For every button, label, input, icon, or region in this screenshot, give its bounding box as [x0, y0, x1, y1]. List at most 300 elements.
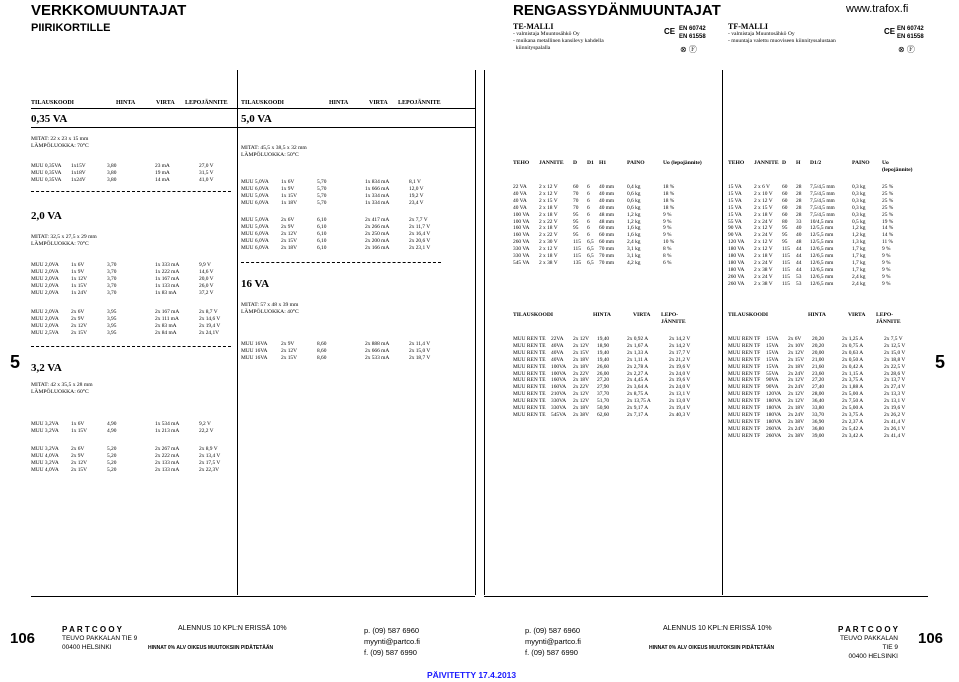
- table-cell: 2x 5,00 A: [842, 391, 864, 398]
- header-cell: HINTA: [593, 312, 611, 318]
- table-cell: 2x 21,2 V: [669, 356, 691, 363]
- table-cell: 2x 3,75 A: [842, 377, 864, 384]
- table-cell: 9 %: [882, 259, 891, 266]
- table-cell: 28,00: [812, 391, 825, 398]
- table-cell: MUU REN TE: [513, 391, 546, 398]
- table-cell: 6: [587, 225, 590, 232]
- table-cell: 12/5,5 mm: [810, 232, 834, 239]
- table-row: [31, 170, 239, 177]
- site-url[interactable]: www.trafox.fi: [846, 3, 909, 15]
- table-cell: MUU REN TF: [728, 398, 761, 405]
- table-cell: 51,70: [597, 398, 610, 405]
- table-cell: 6,10: [317, 237, 327, 244]
- table-cell: 100 VA: [513, 218, 530, 225]
- temp-class: LÄMPÖLUOKKA: 60°C: [31, 389, 89, 395]
- table-cell: 18 %: [663, 204, 675, 211]
- table-32: [31, 421, 239, 435]
- table-cell: 2x 4,45 A: [627, 377, 649, 384]
- table-cell: 6: [587, 204, 590, 211]
- table-cell: 2x 15V: [281, 354, 298, 361]
- table-row: [241, 224, 449, 231]
- table-cell: 2x 38V: [573, 411, 590, 418]
- table-cell: 40: [796, 232, 802, 239]
- table-cell: 2,4 kg: [627, 239, 641, 246]
- table-cell: 27,40: [812, 384, 825, 391]
- table-cell: 100VA: [551, 370, 567, 377]
- table-cell: 40VA: [551, 342, 564, 349]
- tf-malli-line: - muuntaja valettu muoviseen kiinnityssalustaan: [728, 38, 836, 44]
- table-cell: 2x 15V: [788, 356, 805, 363]
- table-row: [728, 191, 920, 198]
- table-cell: MUU 5,0VA: [241, 223, 269, 230]
- table-cell: 2x 18V: [281, 244, 298, 251]
- table-cell: 260 VA: [728, 273, 745, 280]
- table-header: [728, 160, 920, 174]
- header-cell: JÄNNITE: [754, 160, 779, 166]
- table-cell: 2x 9V: [281, 341, 295, 347]
- table-row: [513, 343, 707, 350]
- table-row: [31, 163, 239, 170]
- table-cell: 2x 18,7 V: [409, 354, 431, 361]
- footer-left: [62, 625, 137, 652]
- table-cell: 19,2 V: [409, 192, 424, 199]
- table-cell: MUU REN TE: [513, 336, 546, 342]
- table-cell: 20,20: [812, 336, 825, 342]
- table-cell: 2x 38V: [788, 432, 805, 439]
- table-cell: MUU 3,2VA: [31, 459, 59, 466]
- table-cell: MUU 2,0VA: [31, 268, 59, 275]
- table-cell: 6: [587, 190, 590, 197]
- table-cell: MUU REN TE: [513, 342, 546, 349]
- table-cell: 2 x 12 V: [539, 184, 558, 190]
- table-cell: 95: [573, 211, 579, 218]
- table-cell: MUU 2,5VA: [31, 329, 59, 336]
- table-cell: 8,60: [317, 341, 327, 347]
- table-header: [728, 312, 916, 326]
- table-cell: MUU 2,0VA: [31, 315, 59, 322]
- table-cell: 2x 13,7 V: [884, 377, 906, 384]
- table-cell: 6,5: [587, 239, 594, 246]
- table-cell: 2x 417 mA: [365, 217, 390, 223]
- table-cell: 60: [782, 211, 788, 218]
- table-row: [728, 267, 920, 274]
- table-row: [513, 260, 705, 267]
- table-cell: 27,90: [597, 384, 610, 391]
- table-cell: 2x 24,0 V: [669, 370, 691, 377]
- table-row: [241, 200, 449, 207]
- table-cell: MUU REN TF: [728, 356, 761, 363]
- te-malli-line: - muikana metallinen kansilevy kahdella: [513, 38, 604, 44]
- tf-order-table: [728, 336, 922, 440]
- table-cell: 2x 533 mA: [365, 354, 390, 361]
- rule: [484, 596, 928, 597]
- table-cell: 2x 0,75 A: [842, 342, 864, 349]
- table-cell: 2x 83 mA: [155, 322, 177, 329]
- table-cell: 40 mm: [599, 190, 615, 197]
- table-cell: 60: [782, 204, 788, 211]
- table-cell: 19,40: [597, 356, 610, 363]
- price-note: HINNAT 0% ALV OIKEUS MUUTOKSIIN PIDÄTETÄÄN: [649, 645, 775, 651]
- table-cell: 6,5: [587, 253, 594, 260]
- table-row: [31, 323, 239, 330]
- table-cell: 115: [782, 266, 790, 273]
- table-row: [31, 316, 239, 323]
- table-cell: 4,2 kg: [627, 259, 641, 266]
- table-cell: 7,5/4,5 mm: [810, 190, 835, 197]
- table-cell: 2x 13,1 V: [884, 398, 906, 405]
- spec-box: [31, 382, 93, 396]
- table-cell: 2x 12V: [281, 230, 298, 237]
- table-cell: 2x 1,11 A: [627, 356, 648, 363]
- page-number: 106: [918, 630, 944, 647]
- safety-icons: ⊗ Ⓕ: [680, 45, 697, 54]
- table-cell: MUU 0,35VA: [31, 163, 62, 169]
- table-row: [31, 453, 239, 460]
- table-cell: 1,6 kg: [627, 225, 641, 232]
- table-row: [728, 246, 920, 253]
- table-cell: 2x 84 mA: [155, 329, 177, 336]
- table-cell: MUU 2,0VA: [31, 275, 59, 282]
- table-row: [728, 350, 922, 357]
- phone: p. (09) 587 6960: [364, 626, 420, 635]
- tf-malli-line: - valmistaja Muuntosähkö Oy: [728, 31, 795, 37]
- table-row: [513, 239, 705, 246]
- table-cell: 2x 23,1 V: [409, 244, 431, 251]
- table-20: [31, 262, 239, 297]
- header-cell: Uo (lepojännite): [882, 160, 913, 173]
- table-cell: 2x 11,7 V: [409, 223, 431, 230]
- header-cell: TILAUSKOODI: [728, 312, 769, 318]
- table-row: [728, 281, 920, 288]
- tf-malli-title: TF-MALLI: [728, 22, 768, 31]
- table-cell: 2x 22V: [573, 384, 590, 391]
- table-cell: 37,2 V: [199, 289, 214, 296]
- table-cell: 6: [587, 211, 590, 218]
- table-cell: 1x 6V: [71, 421, 85, 427]
- table-cell: 25 %: [882, 190, 894, 197]
- table-cell: MUU REN TF: [728, 377, 761, 384]
- table-cell: 22 VA: [513, 184, 527, 190]
- table-row: [241, 179, 449, 186]
- table-cell: 2x 18V: [788, 405, 805, 412]
- table-cell: 14,6 V: [199, 268, 214, 275]
- table-cell: 6,10: [317, 230, 327, 237]
- table-cell: MUU REN TF: [728, 432, 761, 439]
- table-cell: 9 %: [663, 232, 672, 239]
- table-row: [728, 433, 922, 440]
- table-cell: 23,60: [812, 370, 825, 377]
- table-cell: 95: [782, 225, 788, 232]
- contact-block: [364, 625, 420, 658]
- table-cell: 2x 1,67 A: [627, 342, 649, 349]
- table-row: [728, 384, 922, 391]
- header-cell: H1: [599, 160, 607, 166]
- table-cell: 2x 250 mA: [365, 230, 390, 237]
- table-cell: 25 %: [882, 204, 894, 211]
- table-cell: 2x 20,6 V: [409, 237, 431, 244]
- table-row: [728, 198, 920, 205]
- col-header: [241, 100, 475, 106]
- email-link[interactable]: myynti@partco.fi: [525, 637, 581, 646]
- table-cell: 3,95: [107, 322, 117, 329]
- table-row: [728, 274, 920, 281]
- company-name: P A R T C O O Y: [837, 625, 898, 634]
- table-cell: 260VA: [766, 432, 782, 439]
- table-cell: 2x 19,4 V: [669, 405, 691, 412]
- table-cell: 1x 24V: [71, 289, 88, 296]
- table-cell: 28: [796, 197, 802, 204]
- table-cell: 2x 10V: [788, 342, 805, 349]
- table-cell: 15VA: [766, 356, 779, 363]
- table-cell: 3,95: [107, 315, 117, 322]
- table-cell: 2x 26,2 V: [884, 411, 906, 418]
- table-cell: 6,10: [317, 217, 327, 223]
- te-order-header: [513, 312, 701, 326]
- table-cell: 2 x 38 V: [754, 280, 773, 287]
- table-cell: 2x 3,42 A: [842, 432, 864, 439]
- table-cell: 2x 12V: [788, 398, 805, 405]
- table-row: [513, 225, 705, 232]
- table-cell: MUU 2,0VA: [31, 289, 59, 296]
- table-cell: 180 VA: [728, 266, 745, 273]
- table-cell: 9 %: [882, 273, 891, 280]
- email-link[interactable]: myynti@partco.fi: [364, 637, 420, 646]
- table-cell: 2x 267 mA: [155, 446, 180, 452]
- table-cell: MUU REN TF: [728, 336, 761, 342]
- table-cell: 1,7 kg: [852, 266, 866, 273]
- table-cell: 18 %: [663, 197, 675, 204]
- table-cell: 22VA: [551, 336, 564, 342]
- table-cell: 2x 14,2 V: [669, 342, 691, 349]
- table-cell: 2x 5,00 A: [842, 405, 864, 412]
- table-cell: MUU REN TF: [728, 384, 761, 391]
- table-16: [241, 341, 449, 362]
- col-tilauskoodi: TILAUSKOODI: [241, 100, 285, 106]
- table-row: [241, 348, 449, 355]
- contact-block: [525, 625, 581, 658]
- table-cell: 2x 15V: [71, 329, 88, 336]
- table-row: [241, 186, 449, 193]
- table-row: [241, 193, 449, 200]
- table-cell: 9 %: [882, 253, 891, 260]
- table-cell: 95: [573, 225, 579, 232]
- table-cell: 9,2 V: [199, 421, 211, 427]
- table-cell: 8 %: [663, 246, 672, 253]
- table-cell: 23,4 V: [409, 199, 424, 206]
- table-cell: 1x24V: [71, 176, 86, 183]
- table-cell: 1x 334 mA: [365, 199, 390, 206]
- table-cell: 2 x 22 V: [539, 232, 558, 239]
- table-cell: 0,3 kg: [852, 204, 866, 211]
- safety-icons: ⊗ Ⓕ: [898, 45, 915, 54]
- table-cell: 6,10: [317, 244, 327, 251]
- footer-right: [836, 625, 898, 661]
- table-cell: 21,60: [812, 363, 825, 370]
- table-cell: 330VA: [551, 405, 567, 412]
- table-cell: 60: [573, 184, 579, 190]
- header-cell: HINTA: [808, 312, 826, 318]
- table-cell: 15 VA: [728, 204, 742, 211]
- table-cell: 2x 12V: [788, 349, 805, 356]
- discount-note: ALENNUS 10 KPL:N ERISSÄ 10%: [663, 625, 772, 632]
- table-cell: 2x 166 mA: [365, 244, 390, 251]
- table-cell: 2x 27,4 V: [884, 384, 906, 391]
- section-title: 0,35 VA: [31, 113, 68, 125]
- table-cell: 120 VA: [728, 239, 745, 246]
- col-header: [31, 100, 237, 106]
- header-cell: JÄNNITE: [539, 160, 564, 166]
- table-cell: MUU 5,0VA: [241, 192, 269, 199]
- table-cell: 180VA: [766, 405, 782, 412]
- table-cell: MUU REN TF: [728, 411, 761, 418]
- table-cell: MUU REN TF: [728, 418, 761, 425]
- table-row: [241, 231, 449, 238]
- table-cell: 18 %: [663, 190, 675, 197]
- table-cell: 2x 13,75 A: [627, 398, 651, 405]
- header-cell: D1/2: [810, 160, 822, 166]
- dimensions: MITAT: 32,5 x 27,5 x 29 mm: [31, 234, 97, 240]
- table-cell: 53: [796, 273, 802, 280]
- section-title: 3,2 VA: [31, 362, 62, 374]
- table-cell: 2x 1,33 A: [627, 349, 649, 356]
- table-cell: 6,5: [587, 259, 594, 266]
- table-cell: 9 %: [663, 218, 672, 225]
- table-cell: MUU 6,0VA: [241, 244, 269, 251]
- table-cell: 9,9 V: [199, 262, 211, 268]
- table-cell: 2x 200 mA: [365, 237, 390, 244]
- table-cell: 19 mA: [155, 169, 170, 176]
- table-cell: 115: [782, 259, 790, 266]
- table-cell: 260 VA: [728, 280, 745, 287]
- te-table-header: [513, 160, 705, 167]
- table-cell: 260 VA: [513, 239, 530, 246]
- spec-box: [241, 145, 307, 159]
- discount-note: ALENNUS 10 KPL:N ERISSÄ 10%: [178, 625, 287, 632]
- table-row: [728, 391, 922, 398]
- table-cell: 9 %: [663, 225, 672, 232]
- table-cell: 1x 534 mA: [155, 421, 180, 427]
- table-cell: 2x 13,3 V: [884, 391, 906, 398]
- table-cell: 1,7 kg: [852, 253, 866, 260]
- table-cell: 26,00: [597, 370, 610, 377]
- table-cell: MUU REN TE: [513, 398, 546, 405]
- table-32b: [31, 446, 239, 474]
- header-cell: D: [573, 160, 578, 166]
- table-cell: 2x 24,0 V: [669, 384, 691, 391]
- table-cell: 2x 24V: [788, 425, 805, 432]
- header-cell: LEPO- JÄNNITE: [876, 312, 901, 325]
- table-cell: 2x 24,1V: [199, 329, 220, 336]
- table-cell: 2x 12V: [71, 322, 88, 329]
- table-cell: 12/6,5 mm: [810, 280, 834, 287]
- rule: [31, 108, 475, 109]
- table-cell: 2x 2,37 A: [842, 418, 864, 425]
- table-cell: 7,5/4,5 mm: [810, 197, 835, 204]
- table-cell: 2x 12V: [788, 377, 805, 384]
- table-cell: 2 x 12 V: [754, 239, 773, 246]
- table-cell: 3,80: [107, 169, 117, 176]
- table-cell: 2x 7,50 A: [842, 398, 864, 405]
- table-cell: 23 mA: [155, 163, 170, 169]
- col-hinta: HINTA: [116, 100, 136, 106]
- table-cell: MUU 16VA: [241, 354, 268, 361]
- table-cell: 12/6,5 mm: [810, 253, 834, 260]
- table-cell: MUU REN TF: [728, 370, 761, 377]
- table-row: [728, 405, 922, 412]
- table-cell: 1x 213 mA: [155, 427, 180, 434]
- table-cell: 3,95: [107, 329, 117, 336]
- table-row: [31, 428, 239, 435]
- table-cell: 2x 41,4 V: [884, 418, 906, 425]
- table-cell: 6: [587, 197, 590, 204]
- table-cell: 2,4 kg: [852, 280, 866, 287]
- table-cell: 60: [782, 197, 788, 204]
- table-cell: 2x 19,6 V: [669, 363, 691, 370]
- table-cell: 2x 19,6 V: [884, 405, 906, 412]
- table-cell: MUU REN TF: [728, 349, 761, 356]
- table-row: [728, 253, 920, 260]
- table-cell: 12/6,5 mm: [810, 273, 834, 280]
- table-cell: 2x 40,3 V: [669, 411, 691, 418]
- table-035: [31, 163, 239, 184]
- table-cell: 55 VA: [728, 218, 742, 225]
- table-cell: 3,1 kg: [627, 246, 641, 253]
- table-cell: 21,00: [812, 356, 825, 363]
- table-cell: 2x 41,4 V: [884, 432, 906, 439]
- table-cell: 2x 17,7 V: [669, 349, 691, 356]
- table-cell: 2x 38V: [788, 418, 805, 425]
- table-cell: 7,5/4,5 mm: [810, 211, 835, 218]
- table-cell: 1x 333 mA: [155, 262, 180, 268]
- table-cell: 14 %: [882, 232, 894, 239]
- table-cell: 2 x 22 V: [539, 218, 558, 225]
- table-row: [728, 225, 920, 232]
- header-cell: PAINO: [627, 160, 645, 166]
- divider: [722, 70, 723, 595]
- table-cell: 2x 13,1 V: [669, 391, 691, 398]
- table-row: [513, 371, 707, 378]
- table-cell: 2x 9V: [71, 452, 85, 459]
- table-header: [513, 312, 701, 326]
- table-cell: 70: [573, 204, 579, 211]
- table-cell: 1x 83 mA: [155, 289, 177, 296]
- table-cell: 40VA: [551, 356, 564, 363]
- header-cell: PAINO: [852, 160, 870, 166]
- table-cell: 2x 6V: [71, 446, 85, 452]
- table-cell: 1,6 kg: [627, 232, 641, 239]
- table-cell: 6: [587, 218, 590, 225]
- table-cell: MUU 6,0VA: [241, 230, 269, 237]
- rule: [31, 596, 475, 597]
- table-row: [241, 245, 449, 252]
- table-cell: 1x 133 mA: [155, 282, 180, 289]
- ce-mark: CE: [884, 27, 896, 36]
- table-cell: 2x 26,1 V: [884, 425, 906, 432]
- table-cell: 12/6,5 mm: [810, 259, 834, 266]
- table-cell: 33: [796, 218, 802, 225]
- table-row: [728, 260, 920, 267]
- table-cell: 2 x 12 V: [539, 190, 558, 197]
- table-cell: 1,2 kg: [627, 211, 641, 218]
- table-row: [31, 421, 239, 428]
- table-cell: 5,20: [107, 466, 117, 473]
- table-cell: 15 VA: [728, 184, 742, 190]
- dimensions: MITAT: 45,5 x 38,5 x 32 mm: [241, 145, 307, 151]
- table-cell: 12/6,5 mm: [810, 266, 834, 273]
- table-cell: 60: [782, 184, 788, 190]
- table-cell: MUU REN TE: [513, 363, 546, 370]
- table-cell: MUU REN TE: [513, 377, 546, 384]
